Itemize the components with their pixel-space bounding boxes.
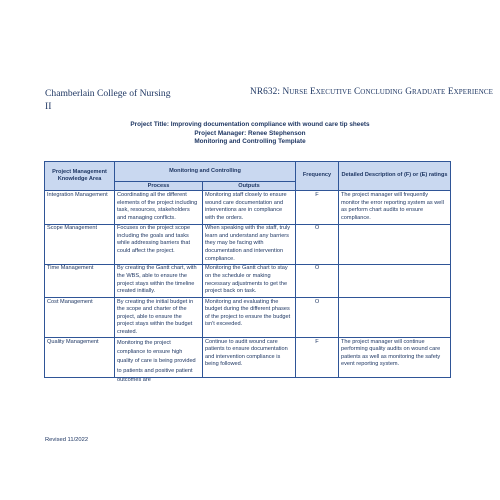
process-cell: Focuses on the project scope including the goals and tasks while addressing barriers that could affect the project. xyxy=(115,224,203,264)
outputs-cell: Monitoring and evaluating the budget during the different phases of the project to ensure the budget isn't exceeded. xyxy=(203,297,296,337)
process-cell-text: Monitoring the project compliance to ensure high quality of care is being provided to patients and positive patient outcomes are xyxy=(117,339,196,383)
table-row xyxy=(45,338,451,378)
process-cell: By creating the initial budget in the scope and charter of the project, able to ensure the project stays within the budget created. xyxy=(115,297,203,337)
header-process: Process xyxy=(115,182,203,191)
table-row xyxy=(45,264,451,297)
frequency-cell: O xyxy=(296,224,339,264)
table-row xyxy=(45,224,451,264)
description-cell xyxy=(339,264,451,297)
table-row xyxy=(45,297,451,337)
description-cell xyxy=(339,297,451,337)
knowledge-area-cell: Cost Management xyxy=(45,297,115,337)
knowledge-area-cell: Scope Management xyxy=(45,224,115,264)
frequency-cell: O xyxy=(296,264,339,297)
project-title: Project Title: Improving documentation compliance with wound care tip sheets xyxy=(130,121,370,128)
table-row xyxy=(45,191,451,224)
header-frequency: Frequency xyxy=(296,162,339,191)
template-name: Monitoring and Controlling Template xyxy=(194,138,306,146)
outputs-cell: When speaking with the staff, truly learn and understand any barriers they may be facing with documentation and intervention compliance. xyxy=(203,224,296,264)
outputs-cell xyxy=(203,338,296,378)
description-cell: The project manager will continue performing quality audits on wound care patients as well as monitoring the safety event reporting system. xyxy=(339,338,451,378)
document-titles xyxy=(0,121,500,147)
table-header-row xyxy=(45,162,451,182)
header-description: Detailed Description of (F) or (E) ratings xyxy=(339,162,451,191)
process-cell xyxy=(115,338,203,383)
frequency-cell: O xyxy=(296,297,339,337)
outputs-cell: Monitoring staff closely to ensure wound care documentation and interventions are in compliance with the orders. xyxy=(203,191,296,224)
header-monitoring: Monitoring and Controlling xyxy=(115,162,296,182)
course-title: NR632: Nurse Executive Concluding Graduate Experience xyxy=(250,87,494,97)
frequency-cell: F xyxy=(296,338,339,378)
outputs-cell: Monitoring the Gantt chart to stay on the schedule or making necessary adjustments to get the project back on task. xyxy=(203,264,296,297)
frequency-cell: F xyxy=(296,191,339,224)
knowledge-area-cell: Integration Management xyxy=(45,191,115,224)
knowledge-area-cell: Quality Management xyxy=(45,338,115,378)
outputs-cell-text: Continue to audit wound care patients to ensure documentation and intervention compliance is being followed. xyxy=(205,338,288,368)
description-cell xyxy=(339,224,451,264)
process-cell: By creating the Gantt chart, with the WBS, able to ensure the project stays within the timeline created initially. xyxy=(115,264,203,297)
project-manager: Project Manager: Renee Stephenson xyxy=(194,129,306,137)
header-knowledge-area: Project Management Knowledge Area xyxy=(45,162,115,191)
revised-date: Revised 11/2022 xyxy=(45,437,89,443)
college-name-line1: Chamberlain College of Nursing xyxy=(45,88,171,99)
description-cell: The project manager will frequently monitor the error reporting system as well as perform chart audits to ensure compliance. xyxy=(339,191,451,224)
monitoring-controlling-table xyxy=(44,161,451,383)
knowledge-area-cell: Time Management xyxy=(45,264,115,297)
header-outputs: Outputs xyxy=(203,182,296,191)
process-cell: Coordinating all the different elements of the project including task, resources, stakeholders and managing conflicts. xyxy=(115,191,203,224)
college-name-line2: II xyxy=(45,101,52,112)
college-name xyxy=(45,87,171,113)
